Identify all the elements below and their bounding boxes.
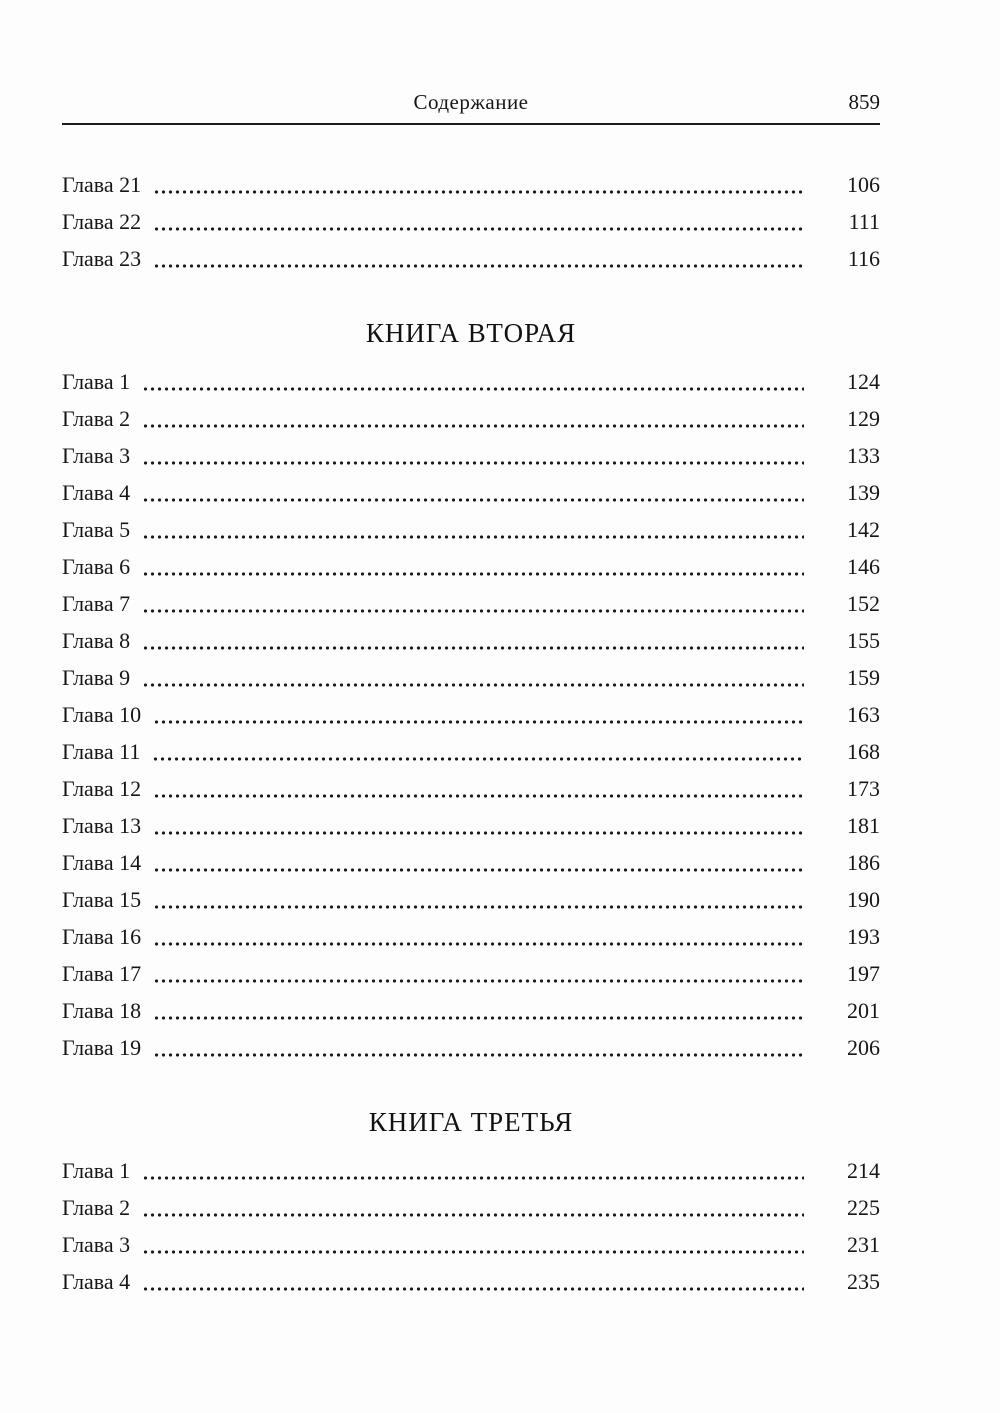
- toc-entry: [62, 585, 880, 622]
- toc-entry: [62, 770, 880, 807]
- dot-leader: [153, 718, 804, 726]
- toc-entry: [62, 548, 880, 585]
- toc-entry: [62, 1029, 880, 1066]
- dot-leader: [142, 570, 804, 578]
- chapter-label: Глава 11: [62, 739, 141, 764]
- dot-leader: [142, 1211, 804, 1219]
- dot-leader: [142, 496, 804, 504]
- toc-section: [62, 1104, 880, 1300]
- toc-entry: [62, 1152, 880, 1189]
- toc-section: [62, 166, 880, 277]
- chapter-label: Глава 1: [62, 1158, 131, 1183]
- toc-entry: [62, 437, 880, 474]
- chapter-page-number: 142: [847, 517, 880, 542]
- chapter-page-number: 111: [848, 209, 880, 234]
- section-heading: КНИГА ВТОРАЯ: [365, 318, 577, 348]
- toc-entry: [62, 1226, 880, 1263]
- chapter-page-number: 190: [847, 887, 880, 912]
- toc-entry: [62, 659, 880, 696]
- chapter-label: Глава 9: [62, 665, 131, 690]
- chapter-label: Глава 15: [62, 887, 142, 912]
- chapter-label: Глава 17: [62, 961, 142, 986]
- running-head-title: Содержание: [413, 90, 529, 114]
- running-head: [62, 89, 880, 115]
- toc-entry: [62, 400, 880, 437]
- dot-leader: [142, 607, 804, 615]
- toc-entry: [62, 511, 880, 548]
- table-of-contents: [62, 125, 880, 1300]
- toc-entry: [62, 363, 880, 400]
- dot-leader: [153, 940, 804, 948]
- toc-entry: [62, 992, 880, 1029]
- dot-leader: [153, 903, 804, 911]
- toc-entry: [62, 1263, 880, 1300]
- chapter-label: Глава 10: [62, 702, 142, 727]
- chapter-page-number: 206: [847, 1035, 880, 1060]
- chapter-page-number: 124: [847, 369, 880, 394]
- chapter-label: Глава 3: [62, 443, 131, 468]
- toc-entry: [62, 733, 880, 770]
- chapter-page-number: 181: [847, 813, 880, 838]
- dot-leader: [153, 866, 804, 874]
- dot-leader: [153, 1014, 804, 1022]
- chapter-page-number: 163: [847, 702, 880, 727]
- chapter-label: Глава 8: [62, 628, 131, 653]
- chapter-page-number: 197: [847, 961, 880, 986]
- toc-entry: [62, 240, 880, 277]
- toc-entry: [62, 622, 880, 659]
- chapter-label: Глава 4: [62, 1269, 131, 1294]
- dot-leader: [152, 755, 804, 763]
- chapter-page-number: 201: [847, 998, 880, 1023]
- toc-entry: [62, 955, 880, 992]
- chapter-label: Глава 16: [62, 924, 142, 949]
- dot-leader: [153, 792, 804, 800]
- toc-entry: [62, 881, 880, 918]
- chapter-page-number: 159: [847, 665, 880, 690]
- chapter-label: Глава 23: [62, 246, 142, 271]
- dot-leader: [142, 681, 804, 689]
- chapter-label: Глава 7: [62, 591, 131, 616]
- chapter-page-number: 214: [847, 1158, 880, 1183]
- chapter-label: Глава 13: [62, 813, 142, 838]
- chapter-page-number: 231: [847, 1232, 880, 1257]
- chapter-label: Глава 5: [62, 517, 131, 542]
- chapter-label: Глава 6: [62, 554, 131, 579]
- dot-leader: [142, 385, 804, 393]
- chapter-label: Глава 22: [62, 209, 142, 234]
- chapter-page-number: 106: [847, 172, 880, 197]
- chapter-label: Глава 3: [62, 1232, 131, 1257]
- chapter-page-number: 152: [847, 591, 880, 616]
- dot-leader: [153, 225, 804, 233]
- chapter-page-number: 129: [847, 406, 880, 431]
- dot-leader: [142, 459, 804, 467]
- chapter-page-number: 225: [847, 1195, 880, 1220]
- chapter-label: Глава 1: [62, 369, 131, 394]
- toc-entry: [62, 918, 880, 955]
- toc-entry: [62, 166, 880, 203]
- chapter-page-number: 168: [847, 739, 880, 764]
- dot-leader: [142, 1174, 804, 1182]
- page-number: 859: [848, 90, 880, 114]
- toc-entry: [62, 474, 880, 511]
- dot-leader: [153, 1051, 804, 1059]
- dot-leader: [153, 829, 804, 837]
- toc-entry: [62, 203, 880, 240]
- chapter-label: Глава 2: [62, 406, 131, 431]
- dot-leader: [142, 1248, 804, 1256]
- toc-section: [62, 315, 880, 1066]
- section-heading: КНИГА ТРЕТЬЯ: [368, 1107, 574, 1137]
- chapter-label: Глава 12: [62, 776, 142, 801]
- chapter-label: Глава 21: [62, 172, 142, 197]
- chapter-label: Глава 19: [62, 1035, 142, 1060]
- chapter-page-number: 155: [847, 628, 880, 653]
- dot-leader: [142, 422, 804, 430]
- chapter-label: Глава 4: [62, 480, 131, 505]
- chapter-page-number: 186: [847, 850, 880, 875]
- dot-leader: [142, 533, 804, 541]
- chapter-page-number: 146: [847, 554, 880, 579]
- chapter-page-number: 235: [847, 1269, 880, 1294]
- chapter-label: Глава 18: [62, 998, 142, 1023]
- toc-entry: [62, 1189, 880, 1226]
- chapter-label: Глава 2: [62, 1195, 131, 1220]
- toc-entry: [62, 807, 880, 844]
- chapter-page-number: 139: [847, 480, 880, 505]
- dot-leader: [153, 977, 804, 985]
- chapter-page-number: 173: [847, 776, 880, 801]
- chapter-page-number: 193: [847, 924, 880, 949]
- dot-leader: [153, 262, 804, 270]
- dot-leader: [153, 188, 804, 196]
- dot-leader: [142, 1285, 804, 1293]
- toc-entry: [62, 696, 880, 733]
- chapter-page-number: 116: [847, 246, 880, 271]
- chapter-page-number: 133: [847, 443, 880, 468]
- dot-leader: [142, 644, 804, 652]
- toc-entry: [62, 844, 880, 881]
- chapter-label: Глава 14: [62, 850, 142, 875]
